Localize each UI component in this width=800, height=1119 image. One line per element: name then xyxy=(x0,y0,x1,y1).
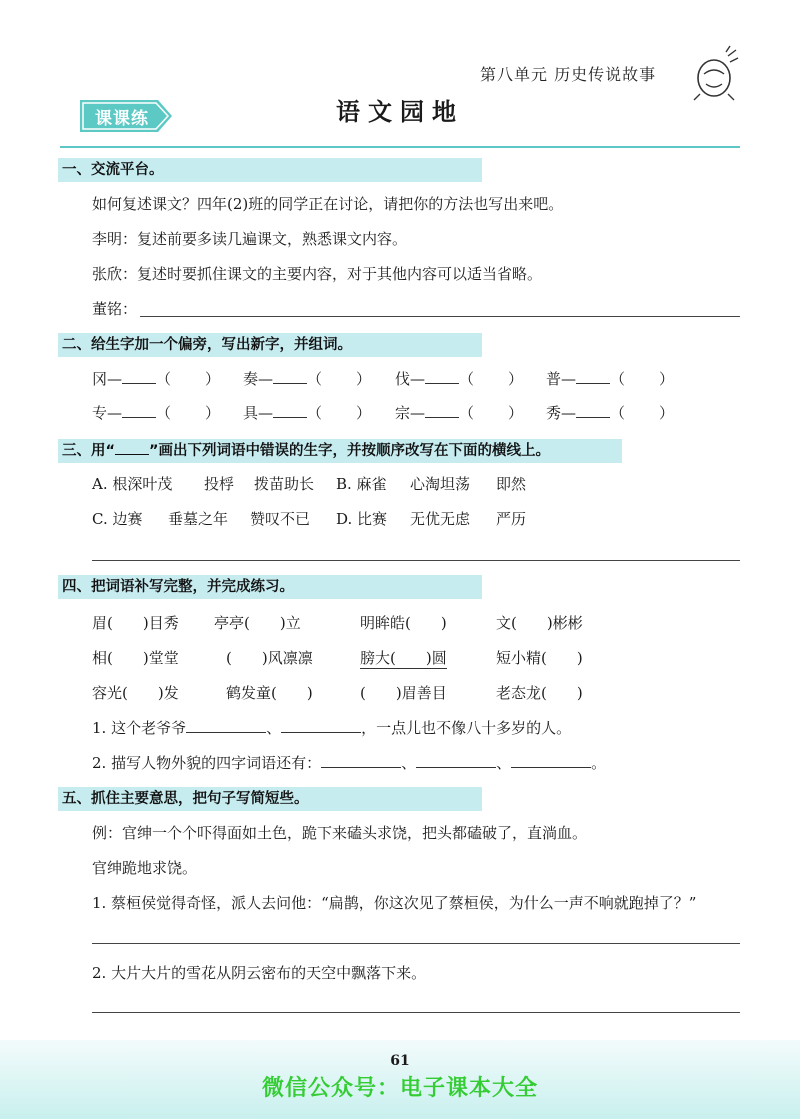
lesson-badge: 课课练 xyxy=(95,109,149,129)
s3-word: A. 根深叶茂 xyxy=(92,475,173,493)
section-4-heading: 四、把词语补写完整，并完成练习。 xyxy=(58,575,482,599)
answer-blank[interactable] xyxy=(122,417,156,418)
section-3-heading: 三、用“ ”画出下列词语中错误的生字，并按顺序改写在下面的横线上。 xyxy=(58,439,622,463)
s3-word: 严历 xyxy=(496,510,527,528)
s2-item: 冈— （ ） xyxy=(92,370,221,388)
answer-blank[interactable] xyxy=(273,417,307,418)
s1-line-dongming: 董铭： xyxy=(92,300,138,318)
s4-question-1: 1. 这个老爷爷 、 ，一点儿也不像八十多岁的人。 xyxy=(92,719,572,737)
s4-idiom: ( )风凛凛 xyxy=(226,649,313,667)
s3-word: 赞叹不已 xyxy=(250,510,311,528)
section-2-heading: 二、给生字加一个偏旁，写出新字，并组词。 xyxy=(58,333,482,357)
s2-item: 专— （ ） xyxy=(92,404,221,422)
s4-idiom: ( )眉善目 xyxy=(360,684,447,702)
s4-idiom: 相( )堂堂 xyxy=(92,649,179,667)
s5-example: 例：官绅一个个吓得面如土色，跪下来磕头求饶，把头都磕破了，直淌血。 xyxy=(92,824,588,842)
section-1-heading: 一、交流平台。 xyxy=(58,158,482,182)
answer-blank[interactable] xyxy=(511,767,591,768)
s4-idiom: 亭亭( )立 xyxy=(214,614,301,632)
s1-prompt: 如何复述课文？四年(2)班的同学正在讨论，请把你的方法也写出来吧。 xyxy=(92,195,564,213)
s3-word: D. 比赛 xyxy=(336,510,388,528)
answer-blank[interactable] xyxy=(186,732,266,733)
s4-idiom: 短小精( ) xyxy=(496,649,583,667)
answer-line[interactable] xyxy=(92,560,740,561)
s3-word: C. 边赛 xyxy=(92,510,143,528)
s1-line-zhangxin: 张欣：复述时要抓住课文的主要内容，对于其他内容可以适当省略。 xyxy=(92,265,543,283)
s2-item: 普— （ ） xyxy=(546,370,675,388)
s4-idiom: 容光( )发 xyxy=(92,684,179,702)
answer-blank[interactable] xyxy=(281,732,361,733)
page-title: 语文园地 xyxy=(336,97,464,126)
s4-idiom: 眉( )目秀 xyxy=(92,614,179,632)
s5-question-2: 2. 大片大片的雪花从阴云密布的天空中飘落下来。 xyxy=(92,964,427,982)
answer-blank[interactable] xyxy=(576,383,610,384)
answer-blank[interactable] xyxy=(425,417,459,418)
s3-word: 拨苗助长 xyxy=(254,475,315,493)
answer-blank[interactable] xyxy=(576,417,610,418)
s2-item: 秀— （ ） xyxy=(546,404,675,422)
answer-line[interactable] xyxy=(92,943,740,944)
answer-line[interactable] xyxy=(92,1012,740,1013)
page-number: 61 xyxy=(390,1053,410,1069)
s3-word: B. 麻雀 xyxy=(336,475,387,493)
s4-idiom: 老态龙( ) xyxy=(496,684,583,702)
s4-idiom: 明眸皓( ) xyxy=(360,614,447,632)
underline-sample xyxy=(115,454,149,455)
answer-line[interactable] xyxy=(140,316,740,317)
s4-idiom-underlined: 膀大( )圆 xyxy=(360,649,447,667)
s1-line-liming: 李明：复述前要多读几遍课文，熟悉课文内容。 xyxy=(92,230,408,248)
s2-item: 具— （ ） xyxy=(243,404,372,422)
s2-item: 宗— （ ） xyxy=(395,404,524,422)
unit-title: 第八单元 历史传说故事 xyxy=(480,65,657,84)
s2-item: 奏— （ ） xyxy=(243,370,372,388)
s4-question-2: 2. 描写人物外貌的四字词语还有： 、 、 。 xyxy=(92,754,607,772)
scroll-decoration-icon xyxy=(690,44,742,104)
s3-word: 投桴 xyxy=(204,475,235,493)
s3-word: 即然 xyxy=(496,475,527,493)
s3-word: 无优无虑 xyxy=(410,510,471,528)
s4-idiom: 鹤发童( ) xyxy=(226,684,313,702)
s5-example-answer: 官绅跪地求饶。 xyxy=(92,859,198,877)
watermark-text: 微信公众号：电子课本大全 xyxy=(261,1076,538,1101)
s5-question-1: 1. 蔡桓侯觉得奇怪，派人去问他：“扁鹊，你这次见了蔡桓侯，为什么一声不响就跑掉了？” xyxy=(92,894,697,912)
answer-blank[interactable] xyxy=(321,767,401,768)
s4-idiom: 文( )彬彬 xyxy=(496,614,583,632)
answer-blank[interactable] xyxy=(425,383,459,384)
header-rule xyxy=(60,146,740,148)
s2-item: 伐— （ ） xyxy=(395,370,524,388)
answer-blank[interactable] xyxy=(122,383,156,384)
section-5-heading: 五、抓住主要意思，把句子写简短些。 xyxy=(58,787,482,811)
answer-blank[interactable] xyxy=(273,383,307,384)
s3-word: 垂墓之年 xyxy=(168,510,229,528)
answer-blank[interactable] xyxy=(416,767,496,768)
s3-word: 心淘坦荡 xyxy=(410,475,471,493)
